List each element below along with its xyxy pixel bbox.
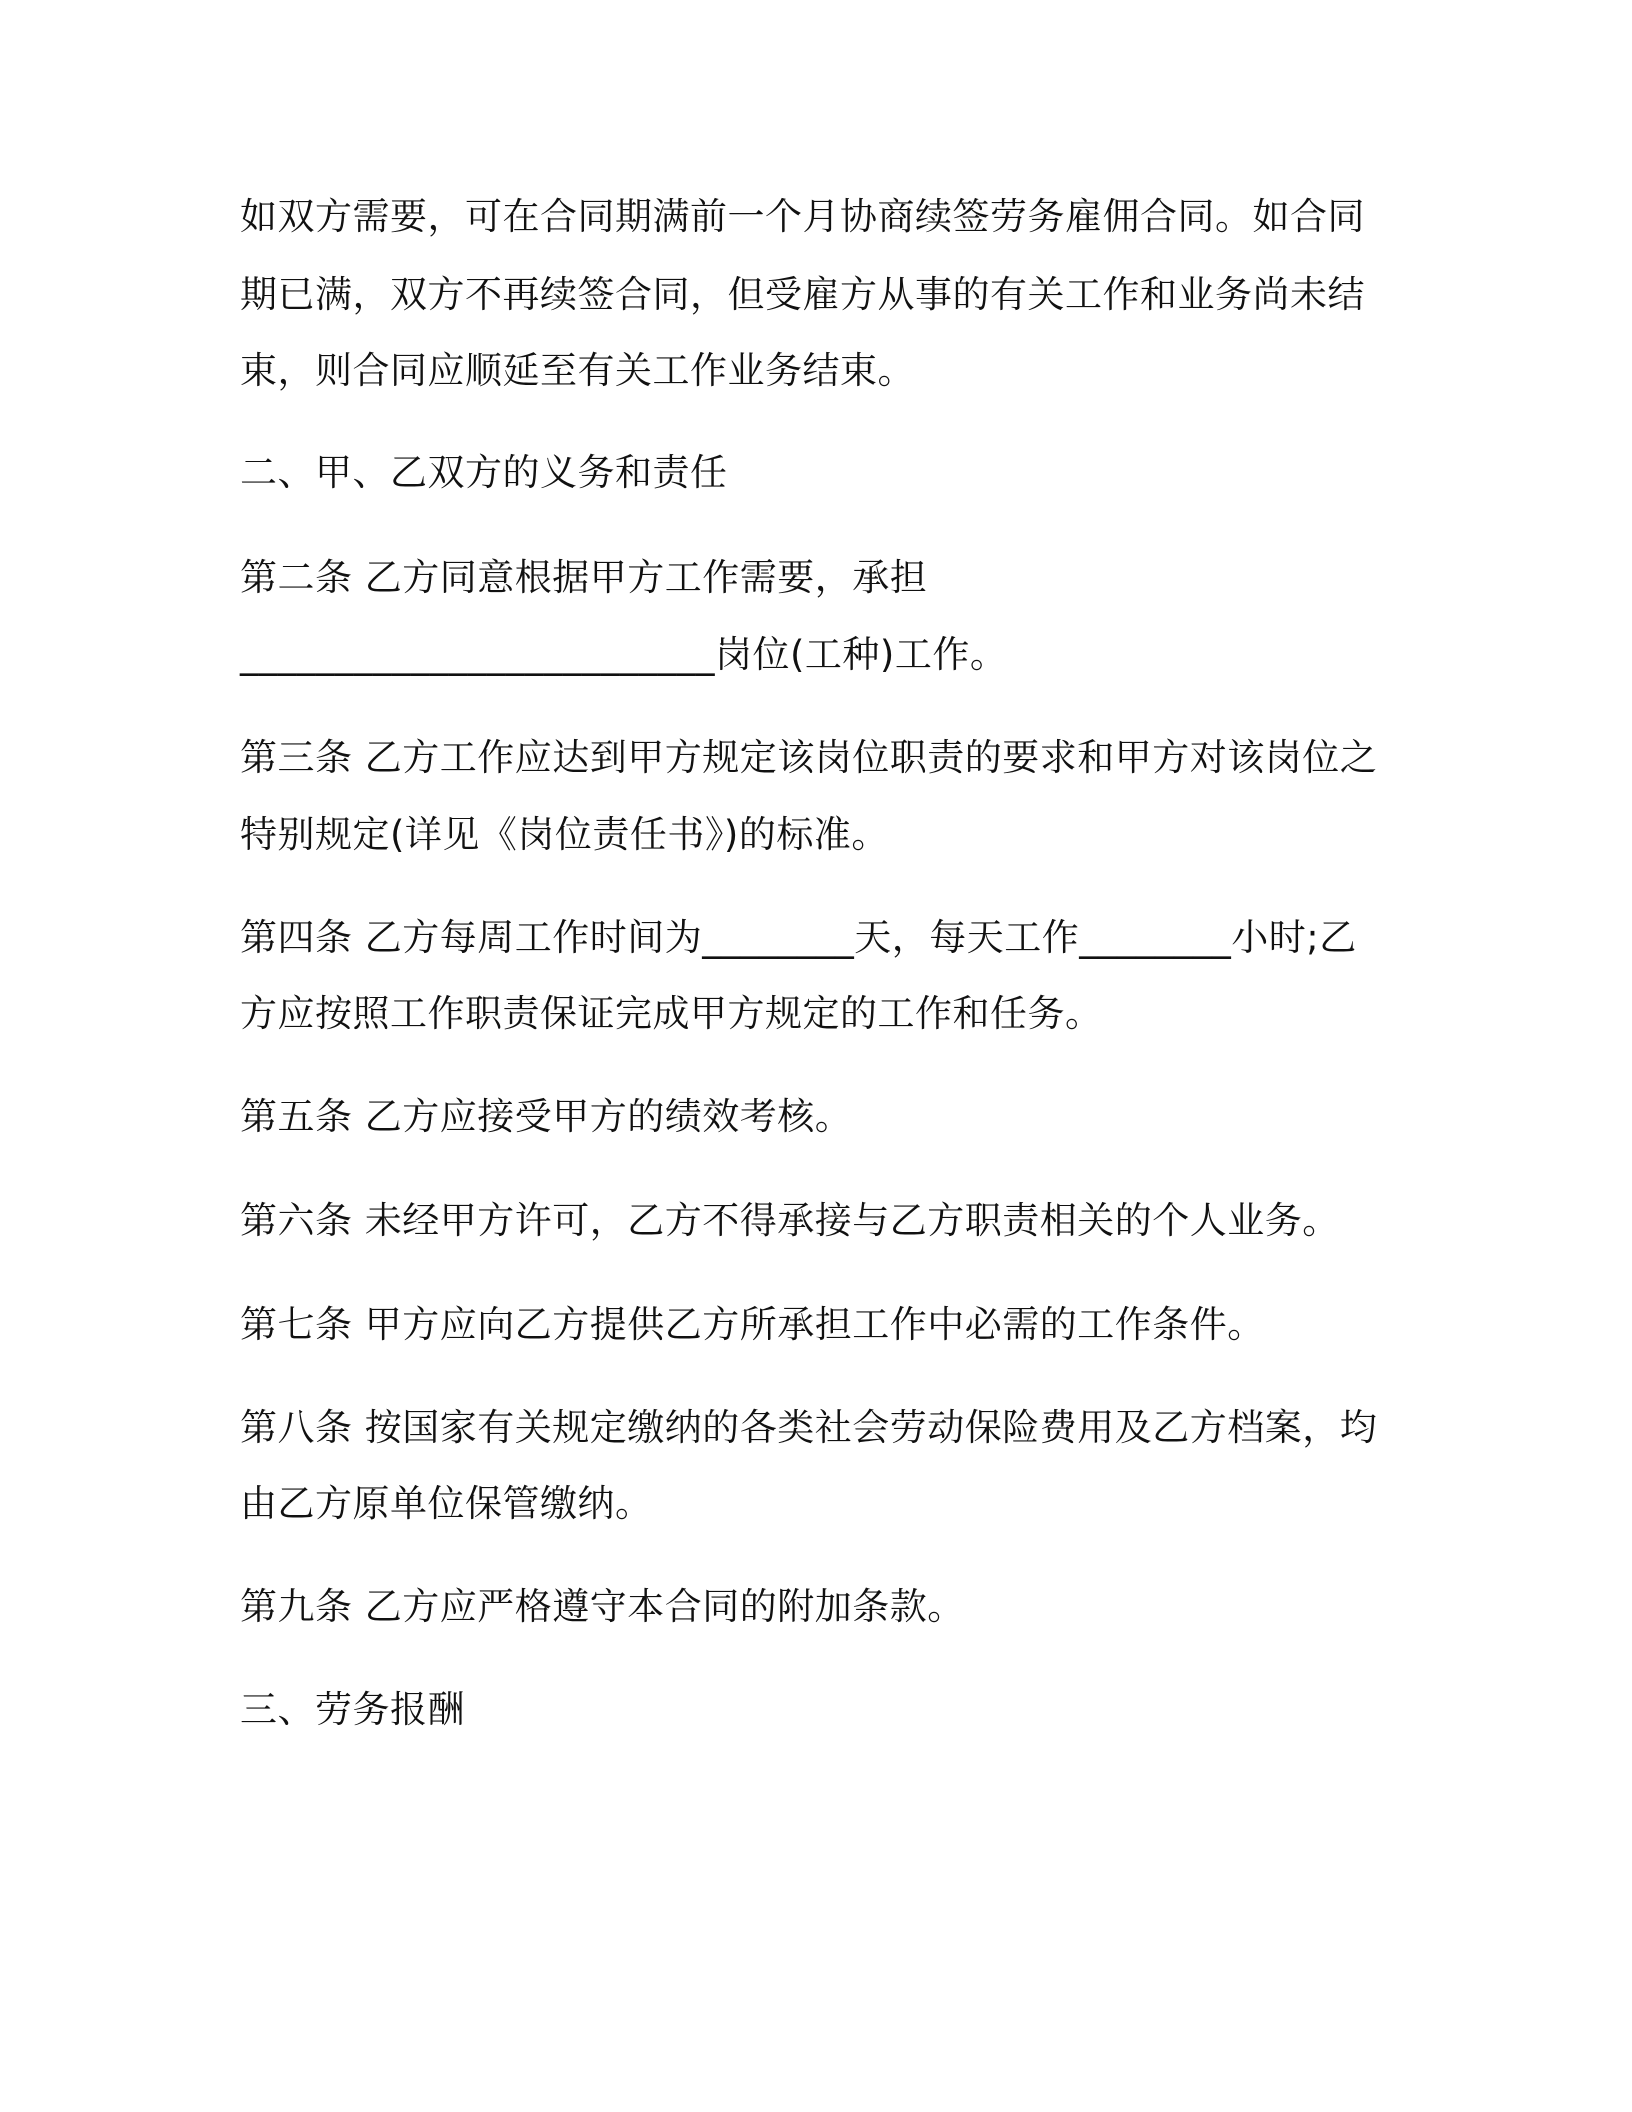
paragraph-1-line-2: 期已满，双方不再续签合同，但受雇方从事的有关工作和业务尚未结	[240, 273, 1365, 316]
article-8-line-2: 由乙方原单位保管缴纳。	[240, 1482, 653, 1525]
paragraph-1-line-1: 如双方需要，可在合同期满前一个月协商续签劳务雇佣合同。如合同	[240, 195, 1365, 238]
article-2-line-1: 第二条 乙方同意根据甲方工作需要，承担	[240, 556, 928, 599]
article-2-line-2: _________________________岗位(工种)工作。	[240, 633, 1008, 676]
article-3-line-2: 特别规定(详见《岗位责任书》)的标准。	[240, 813, 889, 856]
paragraph-1-line-3: 束，则合同应顺延至有关工作业务结束。	[240, 349, 915, 392]
article-4-line-2: 方应按照工作职责保证完成甲方规定的工作和任务。	[240, 992, 1103, 1035]
article-7: 第七条 甲方应向乙方提供乙方所承担工作中必需的工作条件。	[240, 1303, 1265, 1346]
article-5: 第五条 乙方应接受甲方的绩效考核。	[240, 1095, 853, 1138]
article-3-line-1: 第三条 乙方工作应达到甲方规定该岗位职责的要求和甲方对该岗位之	[240, 736, 1378, 779]
section-heading-2: 二、甲、乙双方的义务和责任	[240, 451, 728, 494]
article-4-line-1: 第四条 乙方每周工作时间为________天，每天工作________小时;乙	[240, 916, 1357, 959]
section-heading-3: 三、劳务报酬	[240, 1688, 465, 1731]
article-6: 第六条 未经甲方许可，乙方不得承接与乙方职责相关的个人业务。	[240, 1199, 1340, 1242]
article-8-line-1: 第八条 按国家有关规定缴纳的各类社会劳动保险费用及乙方档案，均	[240, 1406, 1378, 1449]
article-9: 第九条 乙方应严格遵守本合同的附加条款。	[240, 1585, 965, 1628]
